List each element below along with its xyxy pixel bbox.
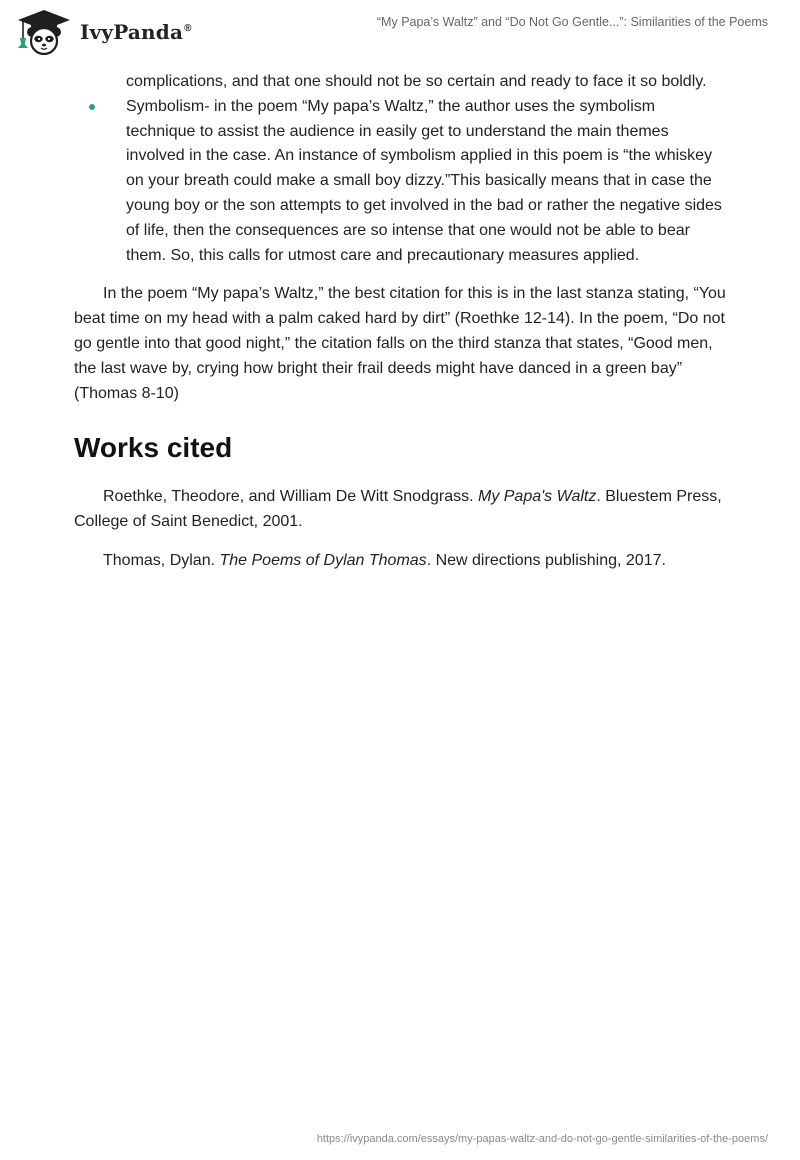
citation-title: The Poems of Dylan Thomas <box>219 551 427 569</box>
list-item <box>74 70 728 95</box>
essay-content <box>74 70 728 588</box>
citation-title: My Papa's Waltz <box>477 488 597 506</box>
works-cited-heading: Works cited <box>74 432 233 464</box>
bullet-text: complications, and that one should not be so certain and ready to face it so boldly. <box>126 73 707 90</box>
document-title: “My Papa’s Waltz” and “Do Not Go Gentle...”: Similarities of the Poems <box>376 15 768 29</box>
bullet-dot-icon <box>89 104 95 110</box>
source-url-link[interactable]: https://ivypanda.com/essays/my-papas-waltz-and-do-not-go-gentle-similarities-of-the-poems/ <box>316 1133 768 1145</box>
panda-graduate-icon <box>14 8 74 56</box>
body-paragraph: In the poem “My papa’s Waltz,” the best citation for this is in the last stanza stating, “You beat time on my head with a palm caked hard by dirt” (Roethke 12-14). In the poem, “Do not go gentle into that good night,” the citation falls on the third stanza that states, “Good men, the last wave by, crying how bright their frail deeds might have danced in a green bay” (Thomas 8-10) <box>74 285 726 402</box>
ivypanda-logo[interactable] <box>14 8 192 56</box>
bullet-list <box>74 70 728 268</box>
list-item <box>74 95 728 269</box>
page-header <box>0 0 800 64</box>
logo-wordmark: IvyPanda® <box>80 20 192 44</box>
citation-entry: Thomas, Dylan. The Poems of Dylan Thomas. New directions publishing, 2017. <box>103 551 666 569</box>
bullet-text: Symbolism- in the poem “My papa’s Waltz,” the author uses the symbolism technique to assist the audience in easily get to understand the main themes involved in the case. An instance of symbolism applied in this poem is “the whiskey on your breath could make a small boy dizzy.”This basically means that in case the young boy or the son attempts to get involved in the bad or rather the negative sides of life, then the consequences are so intense that one would not be able to bear them. So, this calls for utmost care and precautionary measures applied. <box>126 97 722 264</box>
citation-entry: Roethke, Theodore, and William De Witt Snodgrass. My Papa's Waltz. Bluestem Press, College of Saint Benedict, 2001. <box>74 488 722 531</box>
